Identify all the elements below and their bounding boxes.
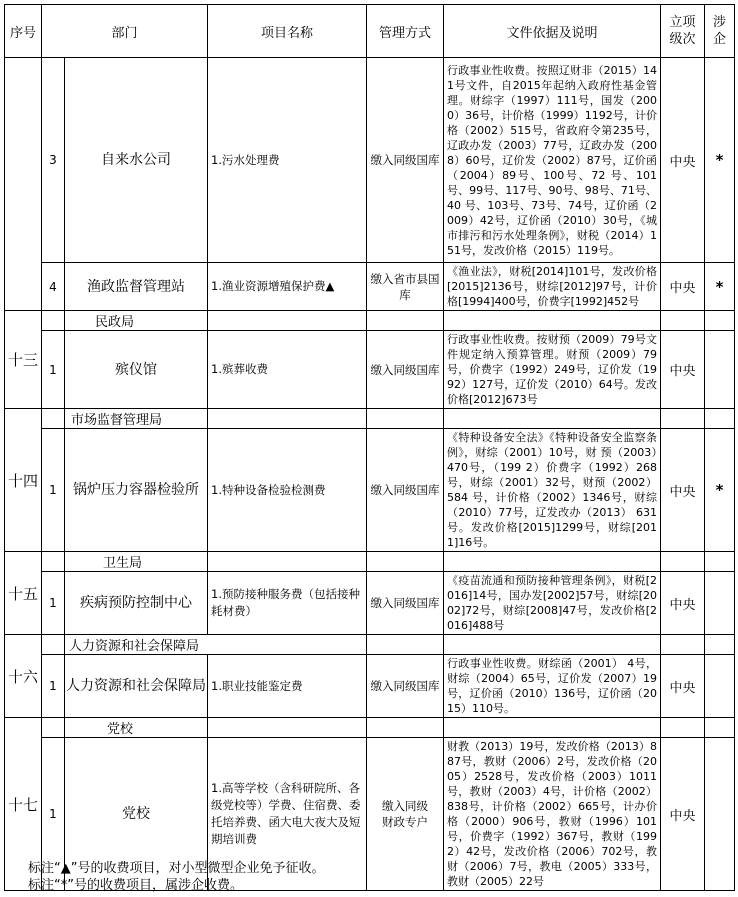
document-basis: 《特种设备安全法》《特种设备安全监察条例》，财综（2001）10号，财 预（2003）470号，（199 2）价费字（1992）268号，财综（2001）32号，财预（2002） 584 号，计价格（2002）1346号，财综（2010）77号，辽发改办（2013） 631 号。发改价格[2015]1299号，财综[2011]16号。: [444, 429, 661, 552]
seq-cell-empty: [5, 58, 42, 311]
footnote-asterisk: 标注“*”号的收费项目，属涉企收费。: [28, 878, 243, 893]
item-index: 4: [42, 263, 65, 311]
header-enterprise: 涉 企: [705, 5, 735, 58]
project-name: 1.预防接种服务费（包括接种耗材费）: [208, 572, 367, 635]
table-row: [5, 572, 735, 635]
table-row: [5, 429, 735, 552]
management-mode: 缴入同级国库: [367, 655, 444, 718]
footnote-triangle: 标注“▲”号的收费项目，对小型微型企业免予征收。: [28, 861, 325, 876]
enterprise-mark: [705, 655, 735, 718]
approval-level: 中央: [661, 429, 705, 552]
enterprise-mark: *: [705, 429, 735, 552]
management-mode: 缴入同级 财政专户: [367, 738, 444, 891]
group-row: [5, 409, 735, 429]
project-name: 1.污水处理费: [208, 58, 367, 263]
document-basis: 《疫苗流通和预防接种管理条例》，财税[2016]14号，国办发[2002]57号，财综[2002]72号，财综[2008]47号，发改价格[2016]488号: [444, 572, 661, 635]
group-name: 卫生局: [65, 552, 208, 572]
header-project: 项目名称: [208, 5, 367, 58]
dept-name: 党校: [65, 738, 208, 891]
group-row: [5, 311, 735, 331]
dept-name: 殡仪馆: [65, 331, 208, 409]
group-name: 党校: [65, 718, 208, 738]
table-row: [5, 331, 735, 409]
management-mode: 缴入同级国库: [367, 331, 444, 409]
enterprise-mark: *: [705, 263, 735, 311]
project-name: 1.殡葬收费: [208, 331, 367, 409]
document-basis: 财教（2013）19号，发改价格（2013）887号，教财（2006）2号，发改价格（2005）2528号，发改价格（2003）1011号，教财（2003）4号，计价格（2002）838号，计价格（2002）665号，计办价格（2000）906号，教财（1996）101号，价费字（1992）367号，教财（1992）42号，发改价格（2006）702号，教财（2006）7号，教电（2005）333号，教财（2005）22号: [444, 738, 661, 891]
management-mode: 缴入同级国库: [367, 572, 444, 635]
document-basis: 行政事业性收费。按照辽财非（2015）141号文件，自2015年起纳入政府性基金管理。财综字（1997）111号，国发（2000）36号，计价格（1999）1192号，计价格（2002）515号，省政府令第235号，辽政办发（2003）77号，辽政办发（2008）60号，辽价发（2002）87号，辽价函（2004）89号、100号、72 号、101号、99号、117号、90号、98号、71号、40 号、103号、73号、74号，辽价函（2009）42号，辽价函（2010）30号，《城市排污和污水处理条例》，财税（2014）151号，发改价格（2015）119号。: [444, 58, 661, 263]
header-dept: 部门: [42, 5, 208, 58]
header-seq: 序号: [5, 5, 42, 58]
group-seq: 十六: [5, 635, 42, 718]
group-seq: 十七: [5, 718, 42, 891]
group-name: 民政局: [65, 311, 208, 331]
dept-name: 自来水公司: [65, 58, 208, 263]
dept-name: 疾病预防控制中心: [65, 572, 208, 635]
table-row: [5, 58, 735, 263]
project-name: 1.职业技能鉴定费: [208, 655, 367, 718]
group-row: [5, 718, 735, 738]
approval-level: 中央: [661, 655, 705, 718]
group-name: 人力资源和社会保障局: [65, 635, 367, 655]
item-index: 1: [42, 331, 65, 409]
fee-table: [4, 4, 735, 891]
item-index: 1: [42, 738, 65, 891]
enterprise-mark: [705, 738, 735, 891]
document-basis: 行政事业性收费。按财预（2009）79号文件规定纳入预算管理。财预（2009）79号，价费字（1992）249号，辽价发（1992）127号，辽价发（2010）64号。发改价格[2012]673号: [444, 331, 661, 409]
group-row: [5, 635, 735, 655]
document-basis: 《渔业法》，财税[2014]101号，发改价格[2015]2136号，财综[2012]97号，计价格[1994]400号，价费字[1992]452号: [444, 263, 661, 311]
project-name: 1.渔业资源增殖保护费▲: [208, 263, 367, 311]
group-seq: 十五: [5, 552, 42, 635]
management-mode: 缴入省市县国库: [367, 263, 444, 311]
management-mode: 缴入同级国库: [367, 58, 444, 263]
header-level: 立项 级次: [661, 5, 705, 58]
table-row: [5, 655, 735, 718]
item-index: 1: [42, 655, 65, 718]
item-index: 3: [42, 58, 65, 263]
dept-name: 人力资源和社会保障局: [65, 655, 208, 718]
group-seq: 十四: [5, 409, 42, 552]
dept-name: 锅炉压力容器检验所: [65, 429, 208, 552]
document-basis: 行政事业性收费。财综函（2001） 4号，财综（2004）65号，辽价发（2007）19号，辽价函（2010）136号，辽价函（2015）110号。: [444, 655, 661, 718]
table-row: [5, 263, 735, 311]
header-mgmt: 管理方式: [367, 5, 444, 58]
approval-level: 中央: [661, 263, 705, 311]
management-mode: 缴入同级国库: [367, 429, 444, 552]
dept-name: 渔政监督管理站: [65, 263, 208, 311]
group-row: [5, 552, 735, 572]
group-name: 市场监督管理局: [65, 409, 208, 429]
header-doc: 文件依据及说明: [444, 5, 661, 58]
enterprise-mark: [705, 572, 735, 635]
header-row: [5, 5, 735, 58]
enterprise-mark: [705, 331, 735, 409]
enterprise-mark: *: [705, 58, 735, 263]
project-name: 1.高等学校（含科研院所、各级党校等）学费、住宿费、委托培养费、函大电大夜大及短期培训费: [208, 738, 367, 891]
approval-level: 中央: [661, 331, 705, 409]
item-index: 1: [42, 429, 65, 552]
approval-level: 中央: [661, 572, 705, 635]
project-name: 1.特种设备检验检测费: [208, 429, 367, 552]
approval-level: 中央: [661, 58, 705, 263]
group-seq: 十三: [5, 311, 42, 409]
approval-level: 中央: [661, 738, 705, 891]
item-index: 1: [42, 572, 65, 635]
